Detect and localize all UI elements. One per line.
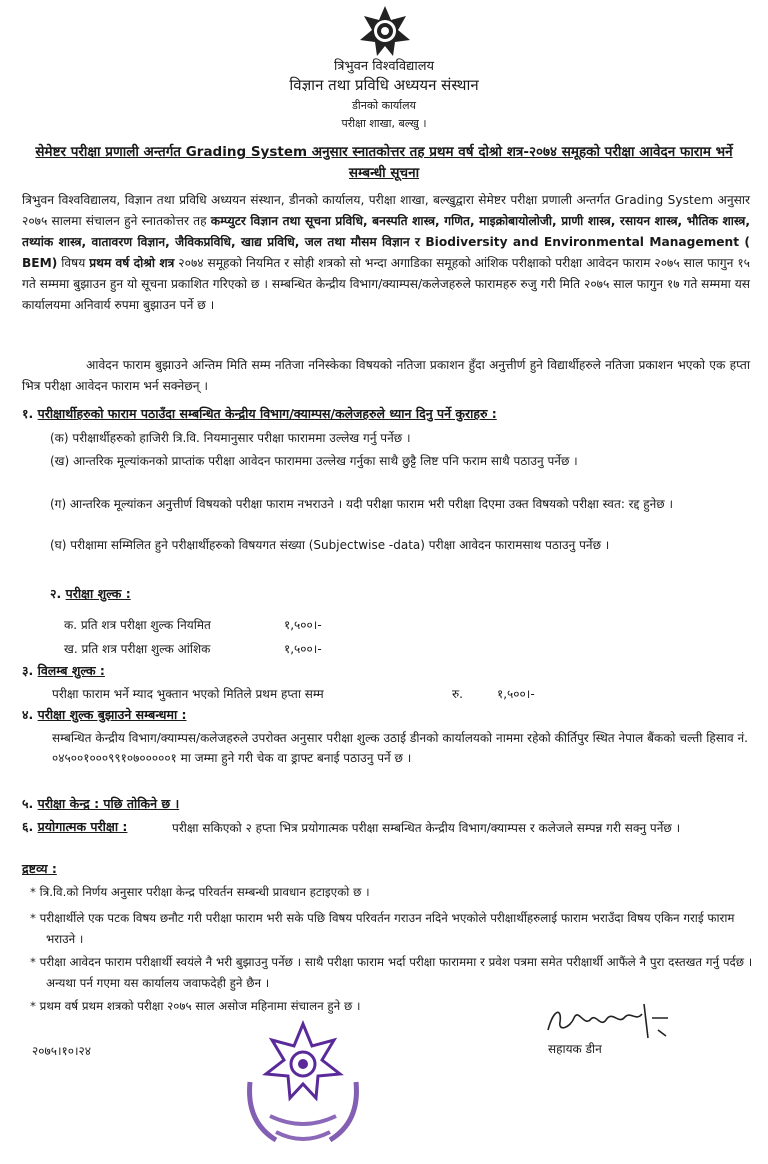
section-1-item: (ख) आन्तरिक मूल्यांकनको प्राप्तांक परीक्षा आवेदन फाराममा उल्लेख गर्नुका साथै छुट्टै लिष्ट पनि फराम साथै पठाउनु पर्नेछ ।	[50, 454, 578, 468]
institute-name: विज्ञान तथा प्रविधि अध्ययन संस्थान	[289, 76, 479, 94]
section-name: परीक्षा शाखा, बल्खु ।	[341, 117, 427, 130]
paragraph-result: आवेदन फाराम बुझाउने अन्तिम मिति सम्म नतिजा ननिस्केका विषयको नतिजा प्रकाशन हुँदा अनुत्तीर्ण हुने विद्यार्थीहरुले नतिजा प्रकाशन भएको एक हप्ता भित्र परीक्षा आवेदन फाराम भर्न सक्नेछन् ।	[22, 358, 750, 393]
subjects-list: कम्प्युटर विज्ञान तथा सूचना प्रविधि, बनस्पति शास्त्र, गणित, माइक्रोबायोलोजी, प्राणी शास्त्र, रसायन शास्त्र, भौतिक शास्त्र, तथ्यांक शास्त्र, वातावरण विज्ञान, जैविकप्रविधि, खाद्य प्रविधि, जल तथा मौसम विज्ञान र Biodiversity and Environmental Management ( BEM)	[22, 214, 750, 270]
semester-label: प्रथम वर्ष दोश्रो शत्र	[89, 256, 175, 270]
section-4-text: सम्बन्धित केन्द्रीय विभाग/क्याम्पस/कलेजहरुले उपरोक्त अनुसार परीक्षा शुल्क उठाई डीनको कार्यालयको नाममा रहेको कीर्तिपुर स्थित नेपाल बैंकको चल्ती हिसाव नं. ०४५००१०००९९१०७०००००१ मा जम्मा हुने गरी चेक वा ड्राफ्ट बनाई पठाउनु पर्ने छ ।	[52, 731, 748, 765]
note-item: * त्रि.वि.को निर्णय अनुसार परीक्षा केन्द्र परिवर्तन सम्बन्धी प्रावधान हटाइएको छ ।	[30, 885, 370, 899]
note-item: * प्रथम वर्ष प्रथम शत्रको परीक्षा २०७५ साल असोज महिनामा संचालन हुने छ ।	[30, 999, 361, 1013]
office-seal-stamp	[236, 1012, 370, 1152]
section-1-item: (ग) आन्तरिक मूल्यांकन अनुत्तीर्ण विषयको परीक्षा फाराम नभराउने । यदी परीक्षा फाराम भरी परीक्षा दिएमा उक्त विषयको परीक्षा स्वत: रद्द हुनेछ ।	[50, 497, 674, 511]
designation-label: सहायक डीन	[548, 1042, 602, 1056]
university-name: त्रिभुवन विश्वविद्यालय	[333, 59, 435, 74]
fee-row-partial: ख. प्रति शत्र परीक्षा शुल्क आंशिक १,५००।-	[64, 642, 322, 656]
section-3-heading: ३. विलम्ब शुल्क :	[22, 663, 105, 678]
section-1-heading: १. परीक्षार्थीहरुको फाराम पठाउँदा सम्बन्धित केन्द्रीय विभाग/क्याम्पस/कलेजहरुले ध्यान दिनु पर्ने कुराहरु :	[22, 406, 497, 421]
fee-row-regular: क. प्रति शत्र परीक्षा शुल्क नियमित १,५००।-	[64, 618, 322, 632]
section-6-text: परीक्षा सकिएको २ हप्ता भित्र प्रयोगात्मक परीक्षा सम्बन्धित केन्द्रीय विभाग/क्याम्पस र कलेजले सम्पन्न गरी सक्नु पर्नेछ ।	[172, 821, 681, 835]
section-1-item: (क) परीक्षार्थीहरुको हाजिरी त्रि.वि. नियमानुसार परीक्षा फाराममा उल्लेख गर्नु पर्नेछ ।	[50, 431, 411, 445]
paragraph-intro: त्रिभुवन विश्वविद्यालय, विज्ञान तथा प्रविधि अध्ययन संस्थान, डीनको कार्यालय, परीक्षा शाखा, बल्खुद्वारा सेमेष्टर परीक्षा प्रणाली अन्तर्गत Grading System अनुसार २०७५ सालमा संचालन हुने स्नातकोत्तर तह कम्प्युटर विज्ञान तथा सूचना प्रविधि, बनस्पति शास्त्र, गणित, माइक्रोबायोलोजी, प्राणी शास्त्र, रसायन शास्त्र, भौतिक शास्त्र, तथ्यांक शास्त्र, वातावरण विज्ञान, जैविकप्रविधि, खाद्य प्रविधि, जल तथा मौसम विज्ञान र Biodiversity and Environmental Management ( BEM) विषय प्रथम वर्ष दोश्रो शत्र २०७४ समूहको नियमित र सोही शत्रको सो भन्दा अगाडिका समूहको आंशिक परीक्षाको परीक्षा आवेदन फाराम २०७५ साल फागुन १५ गते सम्ममा बुझाउन हुन यो सूचना प्रकाशित गरिएको छ । सम्बन्धित केन्द्रीय विभाग/क्याम्पस/कलेजहरुले फारामहरु रुजु गरी मिति २०७५ साल फागुन १७ गते सम्ममा यस कार्यालयमा अनिवार्य रुपमा बुझाउन पर्ने छ ।	[22, 193, 750, 312]
handwritten-signature	[540, 1000, 680, 1040]
section-2-heading: २. परीक्षा शुल्क :	[50, 586, 131, 601]
section-4-heading: ४. परीक्षा शुल्क बुझाउने सम्बन्धमा :	[22, 707, 187, 722]
notice-title: सेमेष्टर परीक्षा प्रणाली अन्तर्गत Grading System अनुसार स्नातकोत्तर तह प्रथम वर्ष दोश्रो शत्र-२०७४ समूहको परीक्षा आवेदन फाराम भर्ने सम्बन्धी सूचना	[35, 144, 733, 181]
section-6-heading: ६. प्रयोगात्मक परीक्षा :	[22, 819, 128, 834]
tu-emblem-icon	[358, 4, 412, 58]
note-item: * परीक्षार्थीले एक पटक विषय छनौट गरी परीक्षा फाराम भरी सके पछि विषय परिवर्तन गराउन नदिने भएकोले परीक्षार्थीहरुलाई फाराम भराउँदा विषय एकिन गराई फाराम भराउने ।	[30, 911, 735, 946]
notes-heading: द्रष्टव्य :	[22, 861, 57, 876]
note-item: * परीक्षा आवेदन फाराम परीक्षार्थी स्वयंले नै भरी बुझाउनु पर्नेछ । साथै परीक्षा फाराम भर्दा परीक्षा फाराममा र प्रवेश पत्रमा समेत परीक्षार्थी आफैंले नै पुरा दस्तखत गर्नु पर्दछ । अन्यथा पर्न गएमा यस कार्यालय जवाफदेही हुने छैन ।	[30, 955, 753, 990]
issue-date: २०७५।१०।२४	[32, 1044, 92, 1058]
section-1-item: (घ) परीक्षामा सम्मिलित हुने परीक्षार्थीहरुको विषयगत संख्या (Subjectwise -data) परीक्षा आवेदन फारामसाथ पठाउनु पर्नेछ ।	[50, 538, 610, 552]
late-fee-row: परीक्षा फाराम भर्ने म्याद भुक्तान भएको मितिले प्रथम हप्ता सम्म रु. १,५००।-	[52, 687, 535, 701]
office-name: डीनको कार्यालय	[352, 99, 416, 112]
section-5-heading: ५. परीक्षा केन्द्र : पछि तोकिने छ ।	[22, 796, 180, 811]
